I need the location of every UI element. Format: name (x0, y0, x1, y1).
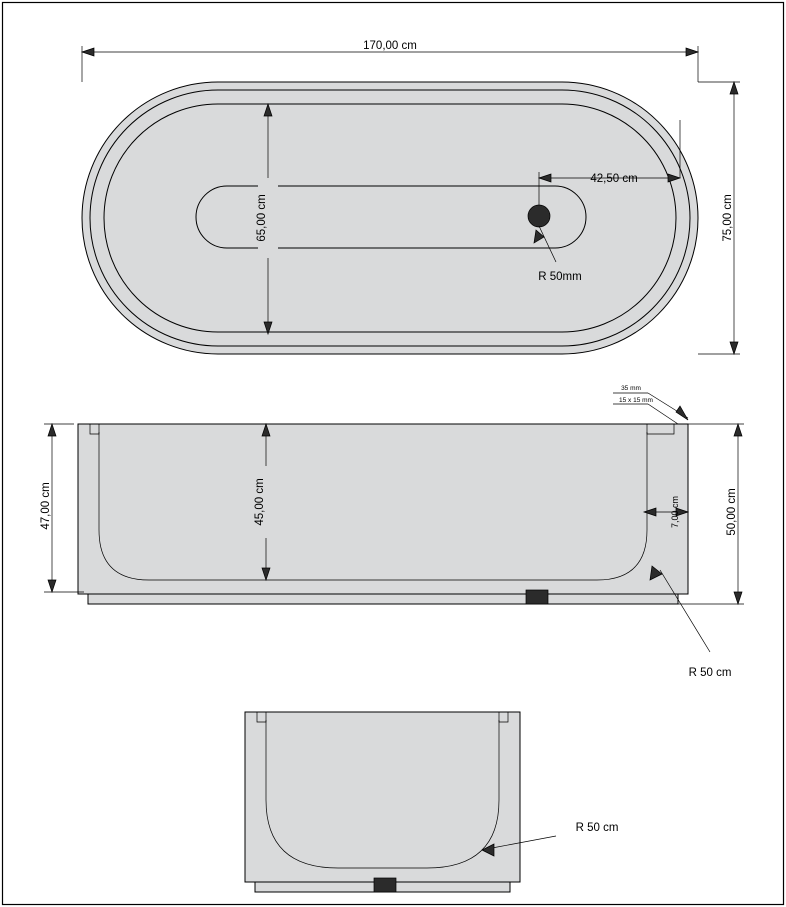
label-side-fillet: R 50 cm (575, 822, 619, 834)
dimension-total-height (40, 424, 84, 592)
front-drain-block (526, 590, 548, 604)
front-body-outline (78, 424, 688, 594)
tub-basin-outline (104, 104, 676, 332)
label-rim-height: 50,00 cm (726, 488, 738, 536)
label-drain-radius: R 50mm (538, 271, 582, 283)
label-inner-length: 65,00 cm (256, 194, 268, 242)
label-drain-offset: 42,50 cm (590, 173, 638, 185)
side-body-outline (245, 712, 520, 882)
label-corner-detail: 15 x 15 mm (619, 397, 653, 404)
side-drain-block (374, 878, 396, 892)
label-overall-length: 170,00 cm (363, 40, 417, 52)
label-total-height: 47,00 cm (40, 482, 52, 530)
label-wall-thickness: 7,00 cm (670, 495, 680, 529)
drain-circle (528, 205, 550, 227)
label-chamfer: 35 mm (621, 385, 641, 392)
front-base-plinth (88, 594, 678, 604)
top-view (82, 40, 740, 354)
dimension-overall-length (82, 40, 698, 82)
leader-corner-detail (613, 397, 678, 424)
side-view (245, 712, 618, 892)
dimension-overall-width (698, 82, 740, 354)
front-view (40, 385, 744, 679)
label-inner-depth: 45,00 cm (254, 478, 266, 526)
label-front-fillet: R 50 cm (688, 667, 732, 679)
label-overall-width: 75,00 cm (722, 194, 734, 242)
